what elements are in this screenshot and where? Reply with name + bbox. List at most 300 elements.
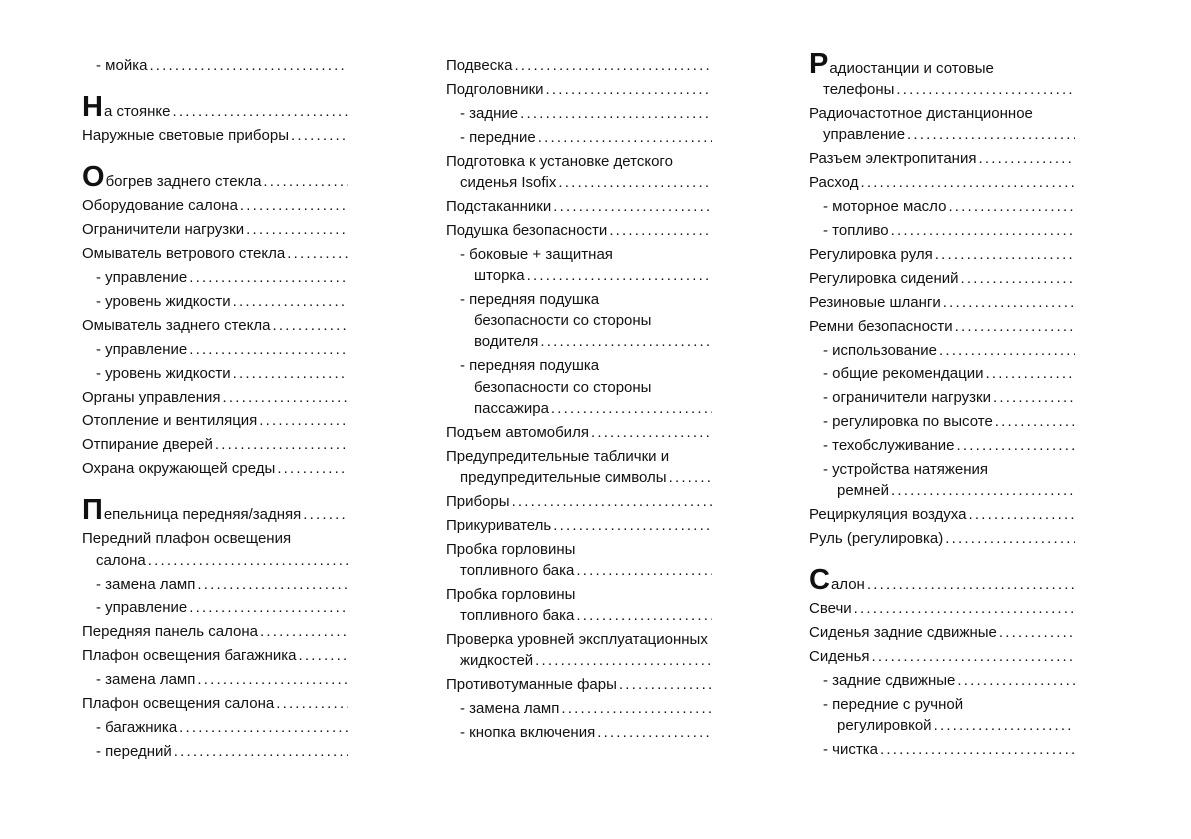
- dot-leader: [905, 124, 1075, 145]
- index-subentry: [809, 220, 1075, 241]
- dot-leader: [889, 480, 1075, 501]
- entry-text: Плафон освещения багажника: [82, 647, 297, 665]
- entry-line: [96, 574, 348, 595]
- dot-leader: [187, 339, 348, 360]
- index-subentry: [809, 363, 1075, 384]
- entry-text: Приборы: [446, 492, 510, 510]
- entry-text: - использование: [823, 341, 937, 359]
- entry-line: [446, 220, 712, 241]
- index-subentry: [809, 459, 1075, 502]
- dot-leader: [275, 458, 348, 479]
- entry-text: алон: [830, 576, 865, 594]
- index-entry: [82, 528, 348, 571]
- index-entry: [82, 125, 348, 146]
- entry-line: [82, 458, 348, 479]
- entry-text: пассажира: [474, 399, 549, 417]
- dot-leader: [937, 340, 1075, 361]
- entry-line: [823, 411, 1075, 432]
- entry-text: Органы управления: [82, 388, 221, 406]
- entry-line: [446, 674, 712, 695]
- dot-leader: [959, 268, 1075, 289]
- section-letter: О: [82, 161, 105, 194]
- index-subentry: [446, 244, 712, 287]
- entry-line: [823, 196, 1075, 217]
- entry-text: Подстаканники: [446, 197, 552, 215]
- entry-line: [460, 355, 712, 376]
- dot-leader: [852, 598, 1075, 619]
- entry-text: Отопление и вентиляция: [82, 412, 258, 430]
- index-entry: [82, 410, 348, 431]
- entry-line: [460, 244, 712, 265]
- entry-text: Руль (регулировка): [809, 530, 944, 548]
- entry-text: - задние сдвижные: [823, 671, 956, 689]
- dot-leader: [231, 363, 348, 384]
- index-entry: [446, 584, 712, 627]
- entry-text: - техобслуживание: [823, 437, 955, 455]
- entry-text: водителя: [474, 333, 539, 351]
- index-subentry: [809, 739, 1075, 760]
- index-entry: [446, 515, 712, 536]
- entry-text: - топливо: [823, 222, 889, 240]
- dot-leader: [536, 127, 712, 148]
- entry-line: [809, 148, 1075, 169]
- index-entry: [82, 621, 348, 642]
- dot-leader: [865, 574, 1075, 595]
- entry-text: Оборудование салона: [82, 197, 238, 215]
- index-entry: [809, 504, 1075, 525]
- index-entry: [82, 693, 348, 714]
- entry-line: [809, 316, 1075, 337]
- entry-text: - замена ламп: [460, 700, 560, 717]
- entry-line: [96, 267, 348, 288]
- entry-line: [809, 528, 1075, 549]
- entry-line: [82, 195, 348, 216]
- entry-text: - устройства натяжения: [823, 460, 989, 478]
- section-letter: Н: [82, 91, 103, 124]
- dot-leader: [533, 650, 712, 671]
- entry-text: Сиденья: [809, 648, 870, 665]
- dot-leader: [858, 172, 1075, 193]
- entry-line: [82, 125, 348, 146]
- entry-line: [823, 220, 1075, 241]
- dot-leader: [187, 597, 348, 618]
- entry-text: - замена ламп: [96, 575, 196, 593]
- entry-line: [82, 91, 348, 124]
- entry-text: безопасности со стороны: [474, 312, 652, 330]
- entry-text: - общие рекомендации: [823, 365, 984, 383]
- entry-text: Свечи: [809, 600, 852, 618]
- entry-text: - передние: [460, 128, 536, 146]
- entry-text: - передняя подушка: [460, 290, 600, 308]
- entry-text: Подвеска: [446, 57, 513, 74]
- dot-leader: [261, 171, 348, 192]
- dot-leader: [538, 331, 712, 352]
- index-entry: [809, 48, 1075, 101]
- dot-leader: [941, 292, 1075, 313]
- entry-line: [446, 151, 712, 172]
- entry-text: - боковые + защитная: [460, 245, 613, 263]
- index-subentry: [809, 387, 1075, 408]
- entry-text: - управление: [96, 599, 188, 617]
- entry-text: - регулировка по высоте: [823, 413, 993, 431]
- entry-text: Наружные световые приборы: [82, 127, 289, 145]
- entry-text: Разъем электропитания: [809, 150, 977, 168]
- entry-line: [809, 564, 1075, 597]
- entry-text: Радиочастотное дистанционное: [809, 105, 1033, 123]
- index-column-3: [809, 48, 1075, 763]
- index-subentry: [809, 340, 1075, 361]
- entry-line: [460, 127, 712, 148]
- index-entry: [82, 315, 348, 336]
- dot-leader: [296, 645, 348, 666]
- entry-line: [446, 467, 712, 488]
- entry-line: [809, 268, 1075, 289]
- entry-text: Подготовка к установке детского: [446, 152, 673, 170]
- index-subentry: [809, 435, 1075, 456]
- entry-line: [823, 435, 1075, 456]
- index-subentry: [82, 363, 348, 384]
- dot-leader: [870, 646, 1075, 667]
- entry-text: а стоянке: [103, 103, 171, 121]
- entry-line: [823, 670, 1075, 691]
- entry-text: Ограничители нагрузки: [82, 221, 245, 239]
- entry-text: Прикуриватель: [446, 516, 552, 534]
- entry-text: Омыватель ветрового стекла: [82, 245, 286, 263]
- index-subentry: [809, 694, 1075, 737]
- entry-line: [809, 48, 1075, 80]
- dot-leader: [574, 605, 712, 626]
- index-entry: [82, 387, 348, 408]
- dot-leader: [221, 387, 348, 408]
- entry-text: Пробка горловины: [446, 585, 576, 603]
- index-entry: [809, 172, 1075, 193]
- index-subentry: [446, 355, 712, 419]
- entry-line: [823, 340, 1075, 361]
- entry-line: [446, 584, 712, 605]
- dot-leader: [525, 265, 712, 286]
- entry-line: [446, 172, 712, 193]
- index-entry: [446, 79, 712, 100]
- index-entry: [82, 91, 348, 124]
- index-entry: [82, 195, 348, 216]
- entry-line: [460, 377, 712, 398]
- dot-leader: [574, 560, 712, 581]
- index-entry: [809, 292, 1075, 313]
- entry-line: [82, 161, 348, 194]
- entry-text: Плафон освещения салона: [82, 695, 275, 712]
- dot-leader: [258, 621, 348, 642]
- index-entry: [446, 196, 712, 217]
- entry-line: [460, 310, 712, 331]
- entry-text: салона: [96, 551, 146, 569]
- entry-line: [460, 398, 712, 419]
- dot-leader: [946, 196, 1075, 217]
- dot-leader: [991, 387, 1075, 408]
- dot-leader: [955, 670, 1075, 691]
- index-subentry: [446, 722, 712, 743]
- entry-line: [82, 410, 348, 431]
- index-entry: [446, 629, 712, 672]
- index-subentry: [446, 698, 712, 719]
- index-entry: [82, 458, 348, 479]
- dot-leader: [510, 491, 712, 512]
- entry-text: безопасности со стороны: [474, 378, 652, 396]
- dot-leader: [932, 715, 1075, 736]
- entry-line: [823, 480, 1075, 501]
- index-entry: [82, 494, 348, 527]
- entry-text: Ремни безопасности: [809, 317, 953, 335]
- entry-line: [446, 55, 712, 76]
- entry-line: [809, 79, 1075, 100]
- entry-text: жидкостей: [460, 652, 534, 670]
- entry-text: - управление: [96, 340, 188, 358]
- entry-line: [82, 528, 348, 549]
- index-entry: [809, 103, 1075, 146]
- entry-text: - кнопка включения: [460, 723, 596, 741]
- dot-leader: [617, 674, 712, 695]
- entry-line: [460, 722, 712, 743]
- entry-line: [460, 103, 712, 124]
- entry-line: [809, 622, 1075, 643]
- index-subentry: [82, 669, 348, 690]
- dot-leader: [544, 79, 712, 100]
- dot-leader: [187, 267, 348, 288]
- entry-line: [446, 422, 712, 443]
- index-subentry: [446, 289, 712, 353]
- entry-text: регулировкой: [837, 717, 932, 735]
- entry-line: [82, 494, 348, 527]
- dot-leader: [213, 434, 348, 455]
- entry-text: Регулировка сидений: [809, 269, 959, 287]
- section-letter: П: [82, 494, 103, 527]
- dot-leader: [195, 669, 348, 690]
- index-entry: [809, 646, 1075, 667]
- index-entry: [809, 564, 1075, 597]
- entry-text: Передний плафон освещения: [82, 530, 292, 548]
- index-subentry: [82, 717, 348, 738]
- index-entry: [446, 539, 712, 582]
- entry-line: [446, 491, 712, 512]
- dot-leader: [556, 172, 712, 193]
- entry-text: Сиденья задние сдвижные: [809, 624, 997, 642]
- entry-text: Резиновые шланги: [809, 293, 941, 311]
- index-subentry: [809, 196, 1075, 217]
- entry-text: - уровень жидкости: [96, 364, 231, 382]
- entry-text: Регулировка руля: [809, 245, 933, 263]
- entry-text: предупредительные символы: [460, 468, 667, 486]
- dot-leader: [967, 504, 1076, 525]
- dot-leader: [551, 515, 712, 536]
- entry-text: сиденья Isofix: [460, 173, 557, 191]
- dot-leader: [289, 125, 348, 146]
- dot-leader: [953, 316, 1075, 337]
- entry-text: Расход: [809, 174, 859, 192]
- entry-line: [446, 629, 712, 650]
- index-column-2: [446, 55, 712, 746]
- dot-leader: [983, 363, 1075, 384]
- entry-line: [809, 292, 1075, 313]
- index-entry: [82, 219, 348, 240]
- entry-line: [446, 539, 712, 560]
- entry-line: [823, 387, 1075, 408]
- entry-line: [96, 291, 348, 312]
- section-letter: С: [809, 564, 830, 597]
- entry-line: [809, 244, 1075, 265]
- entry-text: Подголовники: [446, 80, 544, 98]
- dot-leader: [997, 622, 1075, 643]
- entry-line: [96, 741, 348, 762]
- entry-text: Пробка горловины: [446, 540, 576, 558]
- entry-text: - передние с ручной: [823, 695, 964, 713]
- entry-text: - багажника: [96, 718, 178, 736]
- dot-leader: [171, 101, 349, 122]
- entry-line: [96, 717, 348, 738]
- entry-text: Предупредительные таблички и: [446, 447, 670, 465]
- dot-leader: [518, 103, 712, 124]
- dot-leader: [976, 148, 1075, 169]
- entry-text: Подушка безопасности: [446, 221, 608, 239]
- dot-leader: [146, 550, 348, 571]
- entry-line: [823, 715, 1075, 736]
- entry-line: [460, 289, 712, 310]
- entry-text: топливного бака: [460, 561, 575, 579]
- index-entry: [809, 528, 1075, 549]
- dot-leader: [195, 574, 348, 595]
- entry-text: топливного бака: [460, 607, 575, 625]
- entry-text: Омыватель заднего стекла: [82, 316, 271, 334]
- index-subentry: [82, 267, 348, 288]
- entry-line: [82, 243, 348, 264]
- entry-text: Охрана окружающей среды: [82, 460, 276, 478]
- dot-leader: [270, 315, 348, 336]
- entry-line: [823, 739, 1075, 760]
- dot-leader: [559, 698, 712, 719]
- index-subentry: [446, 127, 712, 148]
- entry-text: адиостанции и сотовые: [829, 60, 994, 77]
- entry-text: управление: [823, 126, 906, 144]
- dot-leader: [667, 467, 712, 488]
- entry-line: [96, 363, 348, 384]
- entry-text: Подъем автомобиля: [446, 423, 589, 441]
- index-subentry: [82, 55, 348, 76]
- dot-leader: [549, 398, 712, 419]
- entry-text: Противотуманные фары: [446, 676, 617, 694]
- index-subentry: [82, 597, 348, 618]
- entry-line: [96, 55, 348, 76]
- entry-line: [446, 446, 712, 467]
- entry-text: Проверка уровней эксплуатационных: [446, 630, 708, 648]
- entry-text: Рециркуляция воздуха: [809, 506, 967, 524]
- index-subentry: [809, 411, 1075, 432]
- entry-text: - управление: [96, 269, 188, 287]
- index-entry: [446, 422, 712, 443]
- entry-line: [809, 598, 1075, 619]
- entry-line: [82, 621, 348, 642]
- entry-text: - ограничители нагрузки: [823, 389, 991, 407]
- dot-leader: [147, 55, 348, 76]
- index-entry: [809, 148, 1075, 169]
- entry-line: [446, 515, 712, 536]
- dot-leader: [607, 220, 712, 241]
- entry-line: [446, 196, 712, 217]
- entry-line: [96, 339, 348, 360]
- entry-line: [82, 434, 348, 455]
- entry-text: - замена ламп: [96, 671, 196, 689]
- entry-line: [823, 459, 1075, 480]
- index-entry: [82, 645, 348, 666]
- entry-line: [82, 645, 348, 666]
- dot-leader: [231, 291, 348, 312]
- entry-line: [460, 265, 712, 286]
- entry-line: [809, 504, 1075, 525]
- dot-leader: [172, 741, 348, 762]
- entry-line: [82, 550, 348, 571]
- entry-line: [82, 219, 348, 240]
- entry-line: [809, 646, 1075, 667]
- entry-line: [82, 693, 348, 714]
- dot-leader: [933, 244, 1075, 265]
- entry-line: [809, 172, 1075, 193]
- dot-leader: [512, 55, 712, 76]
- index-subentry: [809, 670, 1075, 691]
- entry-text: - передняя подушка: [460, 357, 600, 375]
- entry-line: [82, 315, 348, 336]
- index-subentry: [82, 741, 348, 762]
- dot-leader: [595, 722, 712, 743]
- index-subentry: [82, 574, 348, 595]
- dot-leader: [177, 717, 348, 738]
- section-letter: Р: [809, 48, 829, 80]
- entry-text: епельница передняя/задняя: [103, 506, 302, 524]
- index-entry: [809, 268, 1075, 289]
- index-entry: [82, 434, 348, 455]
- dot-leader: [943, 528, 1075, 549]
- entry-line: [96, 669, 348, 690]
- entry-text: ремней: [837, 482, 890, 500]
- index-entry: [446, 151, 712, 194]
- index-entry: [446, 220, 712, 241]
- index-entry: [809, 244, 1075, 265]
- index-entry: [809, 622, 1075, 643]
- dot-leader: [889, 220, 1075, 241]
- entry-line: [809, 103, 1075, 124]
- index-entry: [446, 446, 712, 489]
- dot-leader: [993, 411, 1075, 432]
- index-entry: [82, 243, 348, 264]
- entry-text: - чистка: [823, 740, 878, 758]
- entry-line: [446, 560, 712, 581]
- dot-leader: [238, 195, 348, 216]
- dot-leader: [954, 435, 1075, 456]
- entry-text: - моторное масло: [823, 198, 947, 216]
- entry-text: Передняя панель салона: [82, 623, 258, 641]
- index-subentry: [446, 103, 712, 124]
- entry-text: - уровень жидкости: [96, 292, 231, 310]
- entry-line: [446, 605, 712, 626]
- entry-line: [446, 650, 712, 671]
- entry-line: [823, 694, 1075, 715]
- dot-leader: [551, 196, 712, 217]
- dot-leader: [257, 410, 348, 431]
- dot-leader: [274, 693, 348, 714]
- entry-line: [96, 597, 348, 618]
- index-entry: [82, 161, 348, 194]
- entry-line: [823, 363, 1075, 384]
- dot-leader: [878, 739, 1075, 760]
- index-entry: [809, 598, 1075, 619]
- entry-line: [809, 124, 1075, 145]
- dot-leader: [244, 219, 348, 240]
